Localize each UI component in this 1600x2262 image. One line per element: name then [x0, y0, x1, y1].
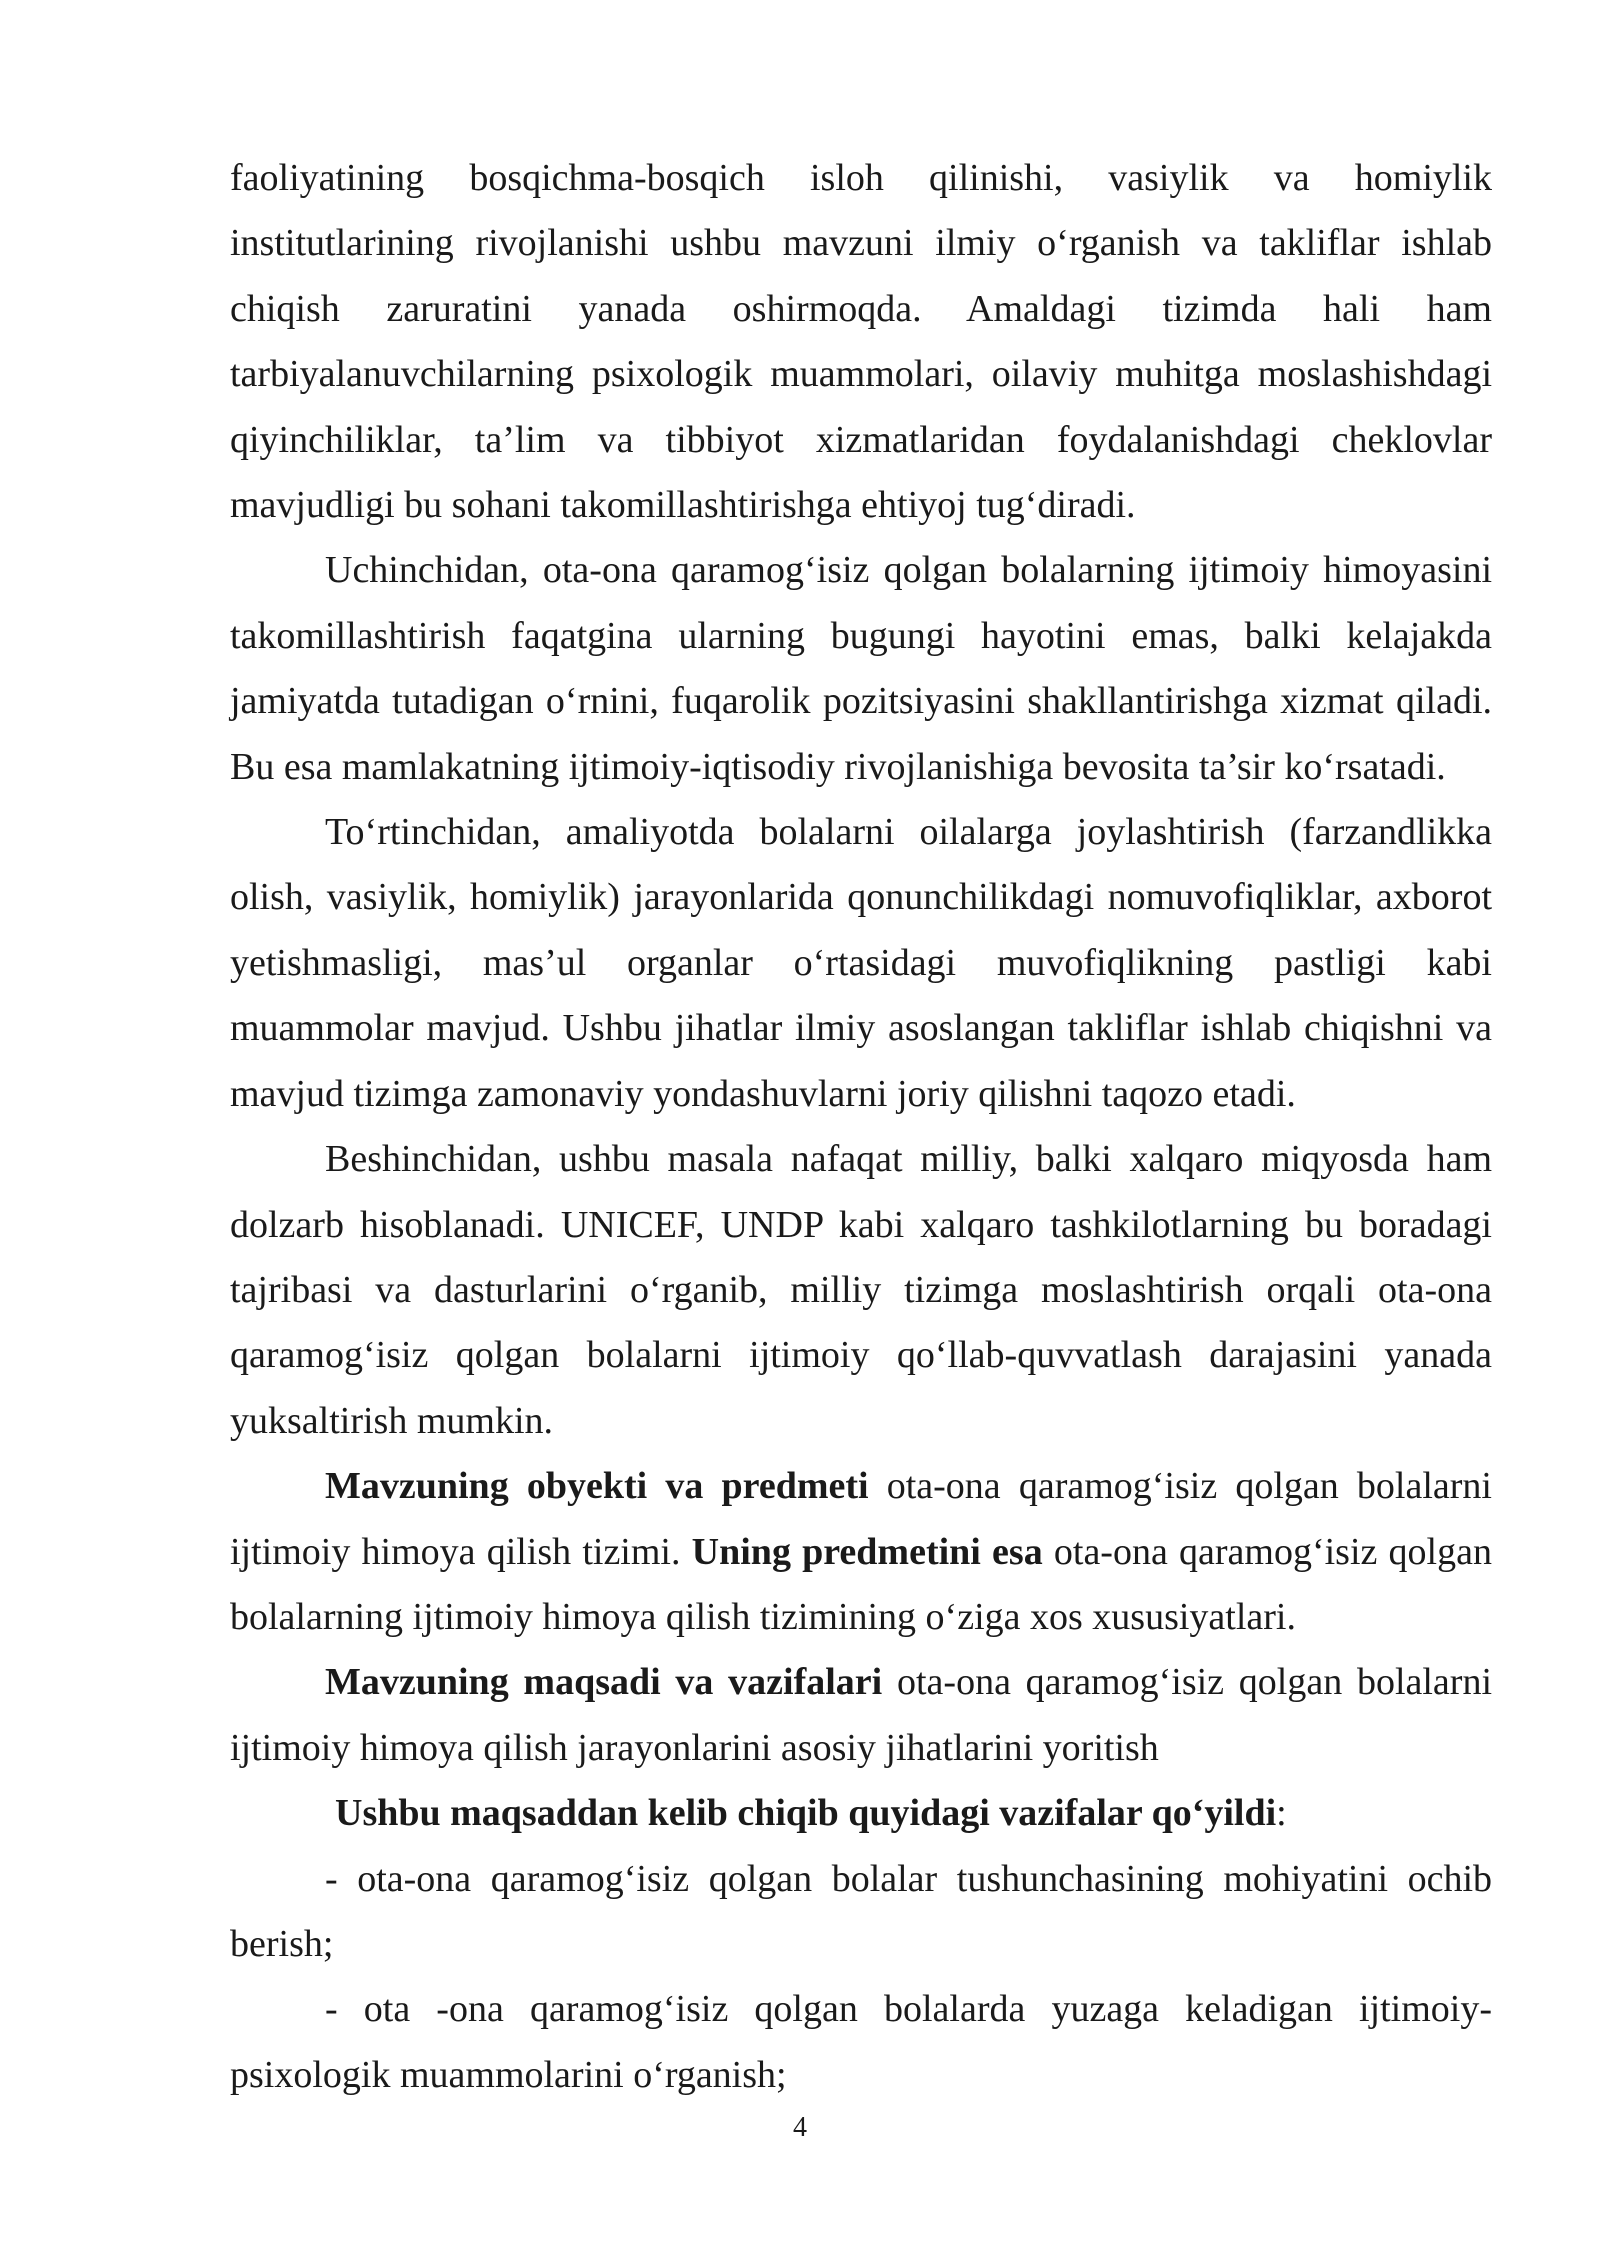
document-body: [230, 146, 1492, 2108]
object-subject-heading: Mavzuning obyekti va predmeti: [325, 1465, 869, 1508]
goal-tasks-heading: Mavzuning maqsadi va vazifalari: [325, 1661, 883, 1704]
paragraph-goal-tasks: [230, 1650, 1492, 1781]
tasks-intro-heading: Ushbu maqsaddan kelib chiqib quyidagi vazifalar qo‘yildi: [335, 1792, 1277, 1835]
subject-heading: Uning predmetini esa: [691, 1530, 1043, 1573]
subject-text: ota-ona qaramog‘isiz qolgan bolalarning ijtimoiy himoya qilish tizimining o‘ziga xos xususiyatlari.: [230, 1530, 1492, 1638]
list-item-task-2: - ota -ona qaramog‘isiz qolgan bolalarda yuzaga keladigan ijtimoiy-psixologik muammolarini o‘rganish;: [230, 1988, 1492, 2096]
goal-tasks-text: ota-ona qaramog‘isiz qolgan bolalarni ijtimoiy himoya qilish jarayonlarini asosiy jihatlarini yoritish: [230, 1661, 1493, 1769]
paragraph-fourth-reason: To‘rtinchidan, amaliyotda bolalarni oilalarga joylashtirish (farzandlikka olish, vasiylik, homiylik) jarayonlarida qonunchilikdagi nomuvofiqliklar, axborot yetishmasligi, mas’ul organlar o‘rtasidagi muvofiqlikning pastligi kabi muammolar mavjud. Ushbu jihatlar ilmiy asoslangan takliflar ishlab chiqishni va mavjud tizimga zamonaviy yondashuvlarni joriy qilishni taqozo etadi.: [230, 811, 1492, 1115]
list-item-task-1: - ota-ona qaramog‘isiz qolgan bolalar tushunchasining mohiyatini ochib berish;: [230, 1857, 1492, 1965]
paragraph-object-subject: [230, 1454, 1492, 1650]
paragraph-third-reason: Uchinchidan, ota-ona qaramog‘isiz qolgan bolalarning ijtimoiy himoyasini takomillashtirish faqatgina ularning bugungi hayotini emas, balki kelajakda jamiyatda tutadigan o‘rnini, fuqarolik pozitsiyasini shakllantirishga xizmat qiladi. Bu esa mamlakatning ijtimoiy-iqtisodiy rivojlanishiga bevosita ta’sir ko‘rsatadi.: [230, 549, 1492, 788]
paragraph-fifth-reason: Beshinchidan, ushbu masala nafaqat milliy, balki xalqaro miqyosda ham dolzarb hisoblanadi. UNICEF, UNDP kabi xalqaro tashkilotlarning bu boradagi tajribasi va dasturlarini o‘rganib, milliy tizimga moslashtirish orqali ota-ona qaramog‘isiz qolgan bolalarni ijtimoiy qo‘llab-quvvatlash darajasini yanada yuksaltirish mumkin.: [230, 1138, 1492, 1442]
object-subject-text: ota-ona qaramog‘isiz qolgan bolalarni ijtimoiy himoya qilish tizimi.: [230, 1465, 1492, 1573]
paragraph-continuation: faoliyatining bosqichma-bosqich isloh qilinishi, vasiylik va homiylik institutlarining rivojlanishi ushbu mavzuni ilmiy o‘rganish va takliflar ishlab chiqish zaruratini yanada oshirmoqda. Amaldagi tizimda hali ham tarbiyalanuvchilarning psixologik muammolari, oilaviy muhitga moslashishdagi qiyinchiliklar, ta’lim va tibbiyot xizmatlaridan foydalanishdagi cheklovlar mavjudligi bu sohani takomillashtirishga ehtiyoj tug‘diradi.: [230, 157, 1492, 527]
paragraph-tasks-intro: [230, 1781, 1492, 1846]
page-number: 4: [793, 2112, 807, 2143]
tasks-intro-colon: :: [1276, 1792, 1287, 1835]
